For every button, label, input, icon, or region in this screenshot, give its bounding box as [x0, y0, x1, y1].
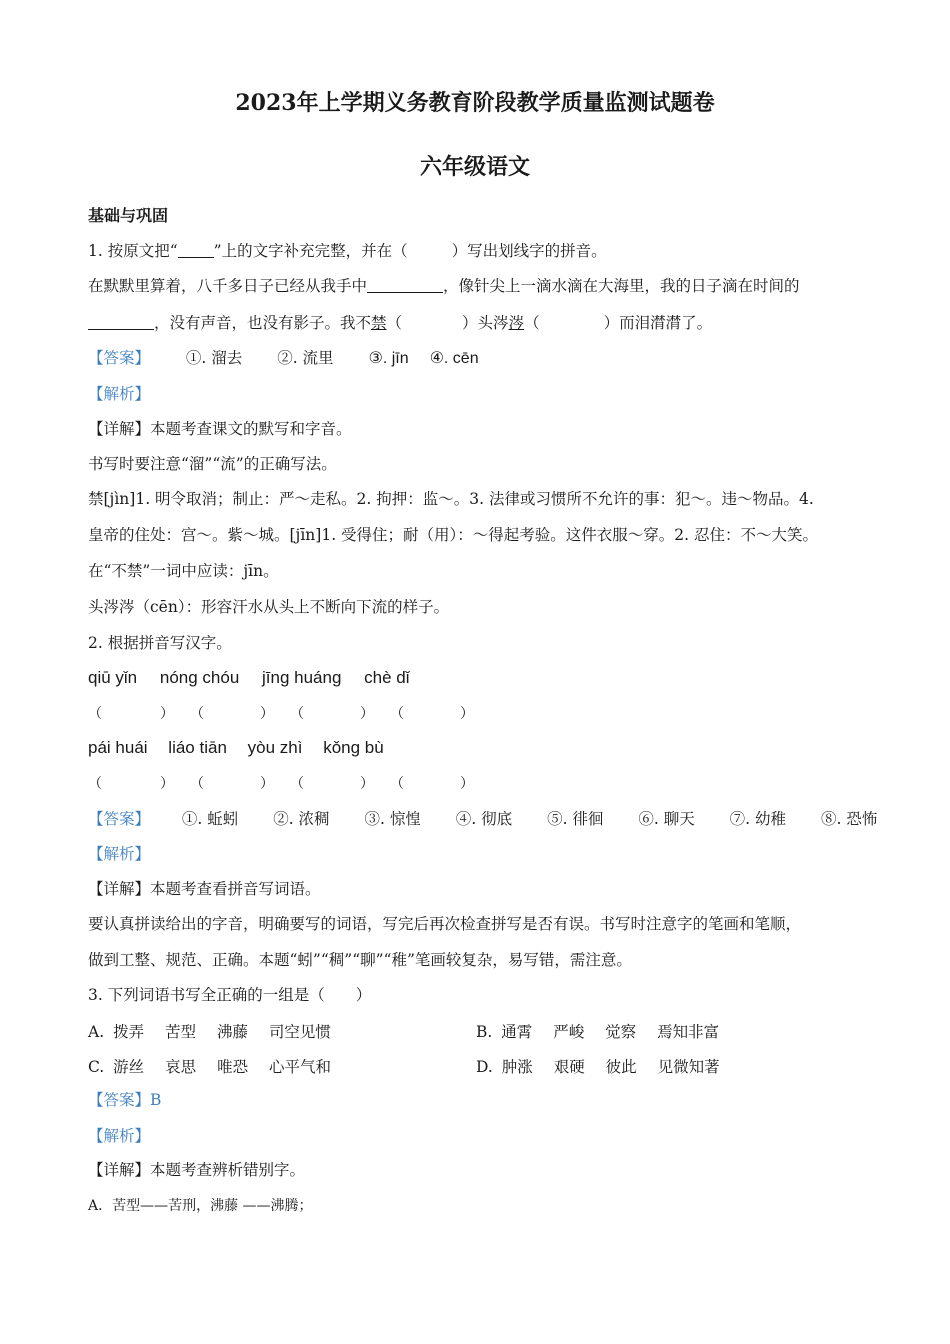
pinyin-item: liáo tiān [168, 738, 227, 757]
pinyin-row-1 [88, 668, 426, 688]
q1-analysis-line: 在“不禁”一词中应读：jīn。 [88, 562, 279, 580]
q2-analysis-label: 【解析】 [88, 845, 151, 863]
exam-title: 2023年上学期义务教育阶段教学质量监测试题卷 [235, 90, 715, 116]
q1-passage-line-1: 在默默里算着，八千多日子已经从我手中 ，像针尖上一滴水滴在大海里，我的日子滴在时间的 [88, 277, 800, 295]
q1-analysis-line: 皇帝的住处：宫～。紫～城。[jīn]1. 受得住；耐（用）：～得起考验。这件衣服～穿。2. 忍住：不～大笑。 [88, 526, 819, 544]
option-d: D. 肿涨 艰硬 彼此 见微知著 [476, 1058, 720, 1076]
answer-item: ④. cēn [429, 350, 479, 367]
answer-label: 【答案】 [88, 349, 151, 367]
answer-item: ⑥. 聊天 [638, 810, 695, 828]
answer-item: ⑧. 恐怖 [820, 810, 878, 828]
exam-page: 2023年上学期义务教育阶段教学质量监测试题卷 六年级语文 基础与巩固 1. 按原文把“ ”上的文字补充完整，并在（ ）写出划线字的拼音。 在默默里算着，八千多日子已经从我手中 ，像针尖上一滴水滴在大海里，我的日子滴在时间的 ，没有声音，也没有影子。我不禁（ ）头涔涔（ ）而泪潸潸了。 【答案】 ①. 溜去 ②. 流里 ③. jīn ④. cēn 【解析】 【详解】本题考查课文的默写和字音。 书写时要注意“溜”“流”的正确写法。 禁[jìn]1. 明令取消；制止：严～走私。2. 拘押：监～。3. 法律或习惯所不允许的事：犯～。违～物品。4. 皇帝的住处：宫～。紫～城。[jīn]1. 受得住；耐（用）：～得起考验。这件衣服～穿。2. 忍住：不～大笑。 在“不禁”一词中应读：jīn。 头涔涔（cēn）：形容汗水从头上不断向下流的样子。 2. 根据拼音写汉字。 qiū yǐn nóng chóu jīng huáng chè dǐ （ ） （ ） （ ） （ ） pái huái liáo tiān yòu zhì kǒng bù （ ） （ ） （ ） （ ） 【答案】 ①. 蚯蚓 ②. 浓稠 ③. 惊惶 ④. 彻底 ⑤. 徘徊 ⑥. 聊天 ⑦. 幼稚 ⑧. 恐怖 【解析】 【详解】本题考查看拼音写词语。 要认真拼读给出的字音，明确要写的词语，写完后再次检查拼写是否有误。书写时注意字的笔画和笔顺， 做到工整、规范、正确。本题“蚓”“稠”“聊”“稚”笔画较复杂，易写错，需注意。 3. 下列词语书写全正确的一组是（ ） A. 拨弄 苦型 沸藤 司空见惯 B. 通霄 严峻 觉察 焉知非富 C. 游丝 哀思 唯恐 心平气和 D. 肿涨 艰硬 彼此 见微知著 【答案】B 【解析】 【详解】本题考查辨析错别字。 A．苦型——苦刑，沸藤 ——沸腾； [0, 0, 950, 1344]
exam-subtitle: 六年级语文 [419, 154, 530, 180]
answer-value: B [150, 1091, 162, 1109]
pinyin-item: qiū yǐn [88, 668, 138, 687]
fill-blank-1 [367, 276, 443, 293]
option-c: C. 游丝 哀思 唯恐 心平气和 [88, 1058, 332, 1076]
pinyin-item: kǒng bù [323, 738, 384, 757]
answer-item: ⑦. 幼稚 [729, 810, 787, 828]
pinyin-item: yòu zhì [247, 738, 303, 757]
underlined-char-jin: 禁 [371, 314, 387, 332]
answer-item: ①. 溜去 [185, 349, 243, 367]
underlined-char-cen: 涔 [508, 314, 525, 332]
q1-analysis-line: 头涔涔（cēn）：形容汗水从头上不断向下流的样子。 [88, 598, 450, 616]
section-title: 基础与巩固 [88, 206, 169, 225]
q2-stem: 2. 根据拼音写汉字。 [88, 634, 232, 652]
pinyin-item: jīng huáng [262, 668, 342, 687]
q1-analysis-line: 禁[jìn]1. 明令取消；制止：严～走私。2. 拘押：监～。3. 法律或习惯所不允许的事：犯～。违～物品。4. [88, 490, 814, 508]
answer-label: 【答案】 [88, 810, 151, 828]
q3-answer [88, 1090, 161, 1110]
answer-item: ④. 彻底 [455, 810, 513, 828]
q2-detail: 【详解】本题考查看拼音写词语。 [88, 880, 321, 898]
q1-detail: 【详解】本题考查课文的默写和字音。 [88, 420, 352, 438]
q1-analysis-line: 书写时要注意“溜”“流”的正确写法。 [88, 455, 337, 473]
q1-stem: 1. 按原文把“ ”上的文字补充完整，并在（ ）写出划线字的拼音。 [88, 242, 607, 260]
q3-detail: 【详解】本题考查辨析错别字。 [88, 1161, 306, 1179]
blank-line [178, 241, 214, 258]
pinyin-row-2 [88, 738, 400, 758]
option-b: B. 通霄 严峻 觉察 焉知非富 [476, 1023, 720, 1041]
q3-stem: 3. 下列词语书写全正确的一组是（ ） [88, 986, 372, 1004]
option-a: A. 拨弄 苦型 沸藤 司空见惯 [88, 1023, 331, 1041]
answer-label: 【答案】 [88, 1091, 151, 1109]
q2-answer [88, 809, 877, 829]
pinyin-item: nóng chóu [159, 668, 240, 687]
q3-analysis-line: A．苦型——苦刑，沸藤 ——沸腾； [88, 1198, 313, 1214]
q3-analysis-label: 【解析】 [88, 1127, 151, 1145]
pinyin-item: pái huái [88, 738, 148, 757]
answer-item: ③. jīn [368, 350, 409, 367]
answer-item: ②. 流里 [277, 349, 334, 367]
q1-answer [88, 348, 495, 369]
q2-analysis-line: 做到工整、规范、正确。本题“蚓”“稠”“聊”“稚”笔画较复杂，易写错，需注意。 [88, 951, 632, 969]
pinyin-item: chè dǐ [364, 668, 410, 687]
q1-passage-line-2: ，没有声音，也没有影子。我不禁（ ）头涔涔（ ）而泪潸潸了。 [88, 313, 712, 333]
answer-item: ①. 蚯蚓 [181, 810, 239, 828]
answer-item: ③. 惊惶 [364, 810, 421, 828]
answer-item: ⑤. 徘徊 [547, 810, 604, 828]
q1-analysis-label: 【解析】 [88, 385, 151, 403]
q2-analysis-line: 要认真拼读给出的字音，明确要写的词语，写完后再次检查拼写是否有误。书写时注意字的笔画和笔顺， [88, 915, 802, 933]
answer-item: ②. 浓稠 [273, 810, 330, 828]
fill-blank-2 [88, 313, 154, 330]
